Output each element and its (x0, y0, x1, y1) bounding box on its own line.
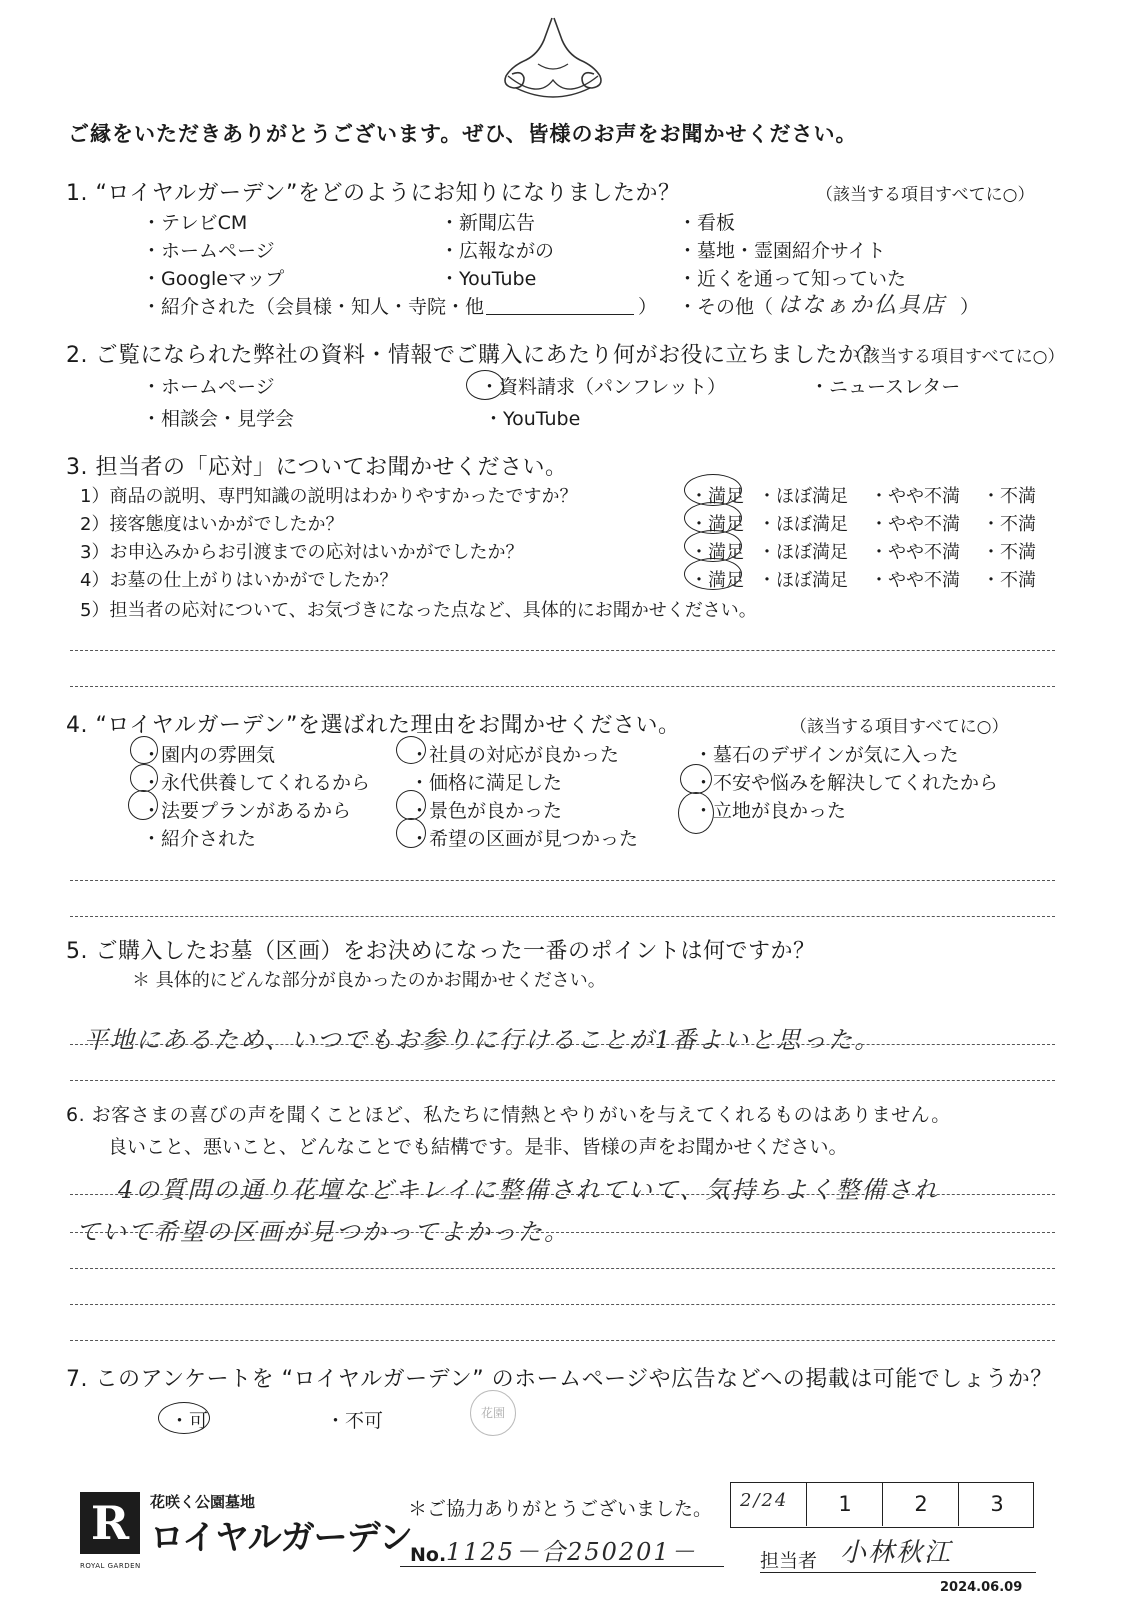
q3-option: ・ほぼ満足 (758, 486, 848, 507)
q4-option: ・法要プランがあるから (142, 800, 352, 822)
box-handwritten-note: 2/24 (740, 1490, 789, 1511)
q1-referral-blank (486, 314, 634, 315)
answer-line (70, 1268, 1055, 1269)
q3-title: 3. 担当者の「応対」についてお聞かせください。 (66, 455, 568, 480)
document-number: 1125－合250201－ (446, 1538, 697, 1566)
q3-option: ・不満 (982, 514, 1036, 535)
q2-option: ・ホームページ (142, 376, 275, 398)
answer-line (70, 916, 1055, 917)
q2-option: ・資料請求（パンフレット） (480, 376, 727, 398)
logo-english: ROYAL GARDEN (80, 1562, 141, 1570)
q5-note: ＊ 具体的にどんな部分が良かったのかお聞かせください。 (132, 970, 606, 991)
q4-option: ・墓石のデザインが気に入った (694, 744, 959, 766)
q2-title: 2. ご覧になられた弊社の資料・情報でご購入にあたり何がお役に立ちましたか？ (66, 343, 883, 368)
answer-line (70, 686, 1055, 687)
q1-option-referral: ・紹介された（会員様・知人・寺院・他 (142, 296, 485, 318)
q3-option: ・満足 (690, 570, 744, 591)
q1-option: ・ホームページ (142, 240, 275, 262)
q3-option: ・やや不満 (870, 542, 960, 563)
royal-garden-logo-mark: R (80, 1492, 140, 1554)
q3-option: ・不満 (982, 570, 1036, 591)
q3-comment-prompt: 5）担当者の応対について、お気づきになった点など、具体的にお聞かせください。 (80, 600, 757, 621)
staff-name: 小林秋江 (840, 1538, 953, 1568)
answer-line (70, 1080, 1055, 1081)
q3-option: ・ほぼ満足 (758, 542, 848, 563)
q1-paren-close: ） (960, 296, 980, 318)
answer-line (70, 1304, 1055, 1305)
q3-option: ・ほぼ満足 (758, 514, 848, 535)
q1-title: 1. “ロイヤルガーデン”をどのようにお知りになりましたか？ (66, 181, 681, 206)
q3-option: ・満足 (690, 514, 744, 535)
q1-other-answer: はなぁか仏具店 (778, 293, 947, 318)
q3-row-label: 3）お申込みからお引渡までの応対はいかがでしたか？ (80, 542, 524, 563)
q3-row-label: 1）商品の説明、専門知識の説明はわかりやすかったですか？ (80, 486, 578, 507)
greeting-text: ご縁をいただきありがとうございます。ぜひ、皆様のお声をお聞かせください。 (68, 122, 858, 146)
date-stamp: 2024.06.09 (940, 1580, 1023, 1595)
q4-option: ・価格に満足した (410, 772, 563, 794)
answer-line (70, 1044, 1055, 1045)
q4-note: （該当する項目すべてに○） (790, 717, 1009, 737)
q3-option: ・満足 (690, 486, 744, 507)
q4-option: ・園内の雰囲気 (142, 744, 276, 766)
q1-option: ・広報ながの (440, 240, 555, 262)
box-number: 2 (882, 1482, 959, 1526)
answer-line (70, 1194, 1055, 1195)
q6-handwritten-answer: 4の質問の通り花壇などキレイに整備されていて、気持ちよく整備され (118, 1176, 940, 1204)
q3-option: ・不満 (982, 486, 1036, 507)
q6-title: 6. お客さまの喜びの声を聞くことほど、私たちに情熱とやりがいを与えてくれるものはありません。 (66, 1104, 951, 1126)
q3-row-label: 2）接客態度はいかがでしたか？ (80, 514, 344, 535)
q5-handwritten-answer: 平地にあるため、いつでもお参りに行けることが1番よいと思った。 (84, 1026, 881, 1054)
q1-option-other: ・その他（ (678, 296, 774, 318)
number-label: No. (410, 1544, 447, 1566)
answer-line (70, 1232, 1055, 1233)
q4-option: ・立地が良かった (694, 800, 847, 822)
thanks-note: ＊ご協力ありがとうございました。 (408, 1498, 713, 1520)
q1-option: ・新聞広告 (440, 212, 536, 234)
decorative-ornament (498, 14, 648, 104)
q4-title: 4. “ロイヤルガーデン”を選ばれた理由をお聞かせください。 (66, 713, 681, 738)
q3-option: ・ほぼ満足 (758, 570, 848, 591)
q1-option: ・看板 (678, 212, 736, 234)
faint-stamp: 花園 (470, 1390, 516, 1436)
q1-option: ・近くを通って知っていた (678, 268, 907, 290)
q6-handwritten-answer: ていて希望の区画が見つかってよかった。 (76, 1218, 570, 1246)
logo-name: ロイヤルガーデン (150, 1518, 412, 1558)
q3-option: ・やや不満 (870, 570, 960, 591)
q1-option: ・墓地・霊園紹介サイト (678, 240, 886, 262)
q3-option: ・やや不満 (870, 486, 960, 507)
q5-title: 5. ご購入したお墓（区画）をお決めになった一番のポイントは何ですか？ (66, 939, 816, 964)
q6-line2: 良いこと、悪いこと、どんなことでも結構です。是非、皆様の声をお聞かせください。 (108, 1136, 848, 1158)
q3-option: ・満足 (690, 542, 744, 563)
q3-option: ・不満 (982, 542, 1036, 563)
q1-note: （該当する項目すべてに○） (816, 185, 1035, 205)
answer-line (70, 650, 1055, 651)
answer-line (70, 1340, 1055, 1341)
q4-option: ・社員の対応が良かった (410, 744, 620, 766)
number-underline (400, 1566, 724, 1567)
staff-label: 担当者 (760, 1550, 818, 1572)
q2-note: （該当する項目すべてに○） (846, 347, 1065, 367)
q1-option: ・YouTube (440, 268, 537, 290)
q7-option: ・可 (170, 1410, 209, 1432)
box-number: 3 (958, 1482, 1035, 1526)
q1-paren-close: ） (638, 296, 658, 318)
q4-option: ・景色が良かった (410, 800, 563, 822)
staff-underline (760, 1572, 1036, 1573)
answer-line (70, 880, 1055, 881)
q4-option: ・希望の区画が見つかった (410, 828, 639, 850)
q2-option: ・YouTube (484, 408, 581, 430)
q4-option: ・不安や悩みを解決してくれたから (694, 772, 999, 794)
q2-option: ・相談会・見学会 (142, 408, 295, 430)
q4-option: ・紹介された (142, 828, 257, 850)
q4-option: ・永代供養してくれるから (142, 772, 371, 794)
q3-option: ・やや不満 (870, 514, 960, 535)
q2-option: ・ニュースレター (810, 376, 961, 398)
box-number: 1 (806, 1482, 883, 1526)
q3-row-label: 4）お墓の仕上がりはいかがでしたか？ (80, 570, 398, 591)
q7-title: 7. このアンケートを “ロイヤルガーデン” のホームページや広告などへの掲載は可能でしょうか？ (66, 1367, 1053, 1392)
logo-subtitle: 花咲く公園墓地 (150, 1493, 256, 1511)
q7-option: ・不可 (326, 1410, 384, 1432)
q1-option: ・Googleマップ (142, 268, 285, 290)
q1-option: ・テレビCM (142, 212, 248, 234)
